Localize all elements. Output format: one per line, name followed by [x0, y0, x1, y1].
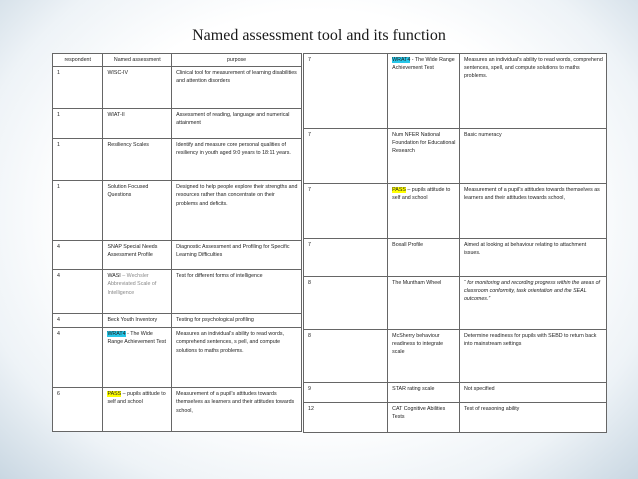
table-row	[53, 181, 302, 241]
purpose-cell: Assessment of reading, language and numerical attainment	[172, 109, 302, 139]
purpose-cell: Measurement of a pupil's attitudes towards themselves as learners and their attitudes towards school,	[459, 184, 606, 239]
purpose-cell: Designed to help people explore their strengths and resources rather than concentrate on their problems and deficits.	[172, 181, 302, 241]
respondent-cell: 7	[304, 129, 388, 184]
respondent-cell: 6	[53, 388, 103, 432]
purpose-cell: Testing for psychological profiling	[172, 314, 302, 328]
purpose-cell: “ for monitoring and recording progress within the areas of classroom conformity, task orientation and the SEAL outcomes.”	[459, 277, 606, 330]
header-respondent: respondent	[53, 54, 103, 67]
assessment-name-cell: McSherry behaviour readiness to integrate scale	[388, 330, 460, 383]
respondent-cell: 1	[53, 181, 103, 241]
respondent-cell: 4	[53, 328, 103, 388]
respondent-cell: 1	[53, 67, 103, 109]
table-row	[304, 239, 607, 277]
purpose-cell: Test for different forms of intelligence	[172, 270, 302, 314]
assessment-name-cell	[103, 328, 172, 388]
table-header-row	[53, 54, 302, 67]
assessment-name-detail: – pupils attitude to self and school	[107, 391, 166, 406]
respondent-cell: 8	[304, 277, 388, 330]
table-row	[53, 67, 302, 109]
assessment-name-detail: - The Wide Range Achievement Test	[107, 331, 166, 346]
table-row	[53, 328, 302, 388]
table-row	[53, 109, 302, 139]
assessment-name: WASI	[107, 273, 121, 280]
respondent-cell: 8	[304, 330, 388, 383]
table-row	[53, 241, 302, 270]
table-row	[304, 330, 607, 383]
assessment-name-cell: SNAP Special Needs Assessment Profile	[103, 241, 172, 270]
table-row	[304, 129, 607, 184]
assessment-name-detail: – Wechsler Abbreviated Scale of Intelligence	[107, 273, 157, 296]
highlighted-assessment-name: WRAT4	[107, 331, 126, 338]
assessment-name-cell	[103, 270, 172, 314]
purpose-cell: Diagnostic Assessment and Profiling for Specific Learning Difficulties	[172, 241, 302, 270]
purpose-cell: Measures an individual's ability to read words, comprehend sentences, spell, and compute solutions to maths problems.	[459, 54, 606, 129]
assessment-table-left	[52, 53, 302, 432]
respondent-cell: 7	[304, 239, 388, 277]
respondent-cell: 9	[304, 383, 388, 403]
purpose-cell: Measures an individual's ability to read words, comprehend sentences, s pell, and compute solutions to maths problems.	[172, 328, 302, 388]
assessment-name-cell: Solution Focused Questions	[103, 181, 172, 241]
respondent-cell: 4	[53, 270, 103, 314]
table-row	[53, 270, 302, 314]
purpose-cell: Identify and measure core personal qualities of resiliency in youth aged 9:0 years to 18:11 years.	[172, 139, 302, 181]
highlighted-assessment-name: WRAT4	[392, 57, 411, 63]
respondent-cell: 4	[53, 314, 103, 328]
respondent-cell: 7	[304, 184, 388, 239]
assessment-name-cell	[388, 184, 460, 239]
table-row	[304, 403, 607, 433]
purpose-cell: Basic numeracy	[459, 129, 606, 184]
assessment-name-cell: Beck Youth Inventory	[103, 314, 172, 328]
assessment-name-cell: Num NFER National Foundation for Educational Research	[388, 129, 460, 184]
table-row	[53, 139, 302, 181]
assessment-name-cell: Resiliency Scales	[103, 139, 172, 181]
assessment-name-cell	[388, 54, 460, 129]
assessment-name-cell: WISC-IV	[103, 67, 172, 109]
table-row	[304, 383, 607, 403]
purpose-cell: Clinical tool for measurement of learning disabilities and attention disorders	[172, 67, 302, 109]
assessment-name-cell: Boxall Profile	[388, 239, 460, 277]
table-row	[304, 184, 607, 239]
purpose-cell: Test of reasoning ability	[459, 403, 606, 433]
assessment-name-cell: STAR rating scale	[388, 383, 460, 403]
assessment-name-cell: The Muntham Wheel	[388, 277, 460, 330]
respondent-cell: 1	[53, 109, 103, 139]
assessment-name-cell: CAT Cognitive Abilities Tests	[388, 403, 460, 433]
header-purpose: purpose	[172, 54, 302, 67]
purpose-cell: Aimed at looking at behaviour relating to attachment issues.	[459, 239, 606, 277]
highlighted-assessment-name: PASS	[392, 187, 406, 193]
respondent-cell: 1	[53, 139, 103, 181]
purpose-cell: Determine readiness for pupils with SEBD to return back into mainstream settings	[459, 330, 606, 383]
table-row	[304, 277, 607, 330]
assessment-name-cell	[103, 388, 172, 432]
assessment-table-right	[303, 53, 607, 433]
respondent-cell: 12	[304, 403, 388, 433]
respondent-cell: 4	[53, 241, 103, 270]
slide-title: Named assessment tool and its function	[192, 27, 446, 44]
assessment-name-detail: – pupils attitude to self and school	[392, 187, 451, 202]
table-row	[304, 54, 607, 129]
purpose-cell: Not specified	[459, 383, 606, 403]
assessment-name-detail: - The Wide Range Achievement Test	[392, 57, 455, 72]
table-row	[53, 388, 302, 432]
table-row	[53, 314, 302, 328]
assessment-name-cell: WIAT-II	[103, 109, 172, 139]
respondent-cell: 7	[304, 54, 388, 129]
header-named-assessment: Named assessment	[103, 54, 172, 67]
purpose-cell: Measurement of a pupil's attitudes towards themselves as learners and their attitudes towards school,	[172, 388, 302, 432]
highlighted-assessment-name: PASS	[107, 391, 122, 398]
